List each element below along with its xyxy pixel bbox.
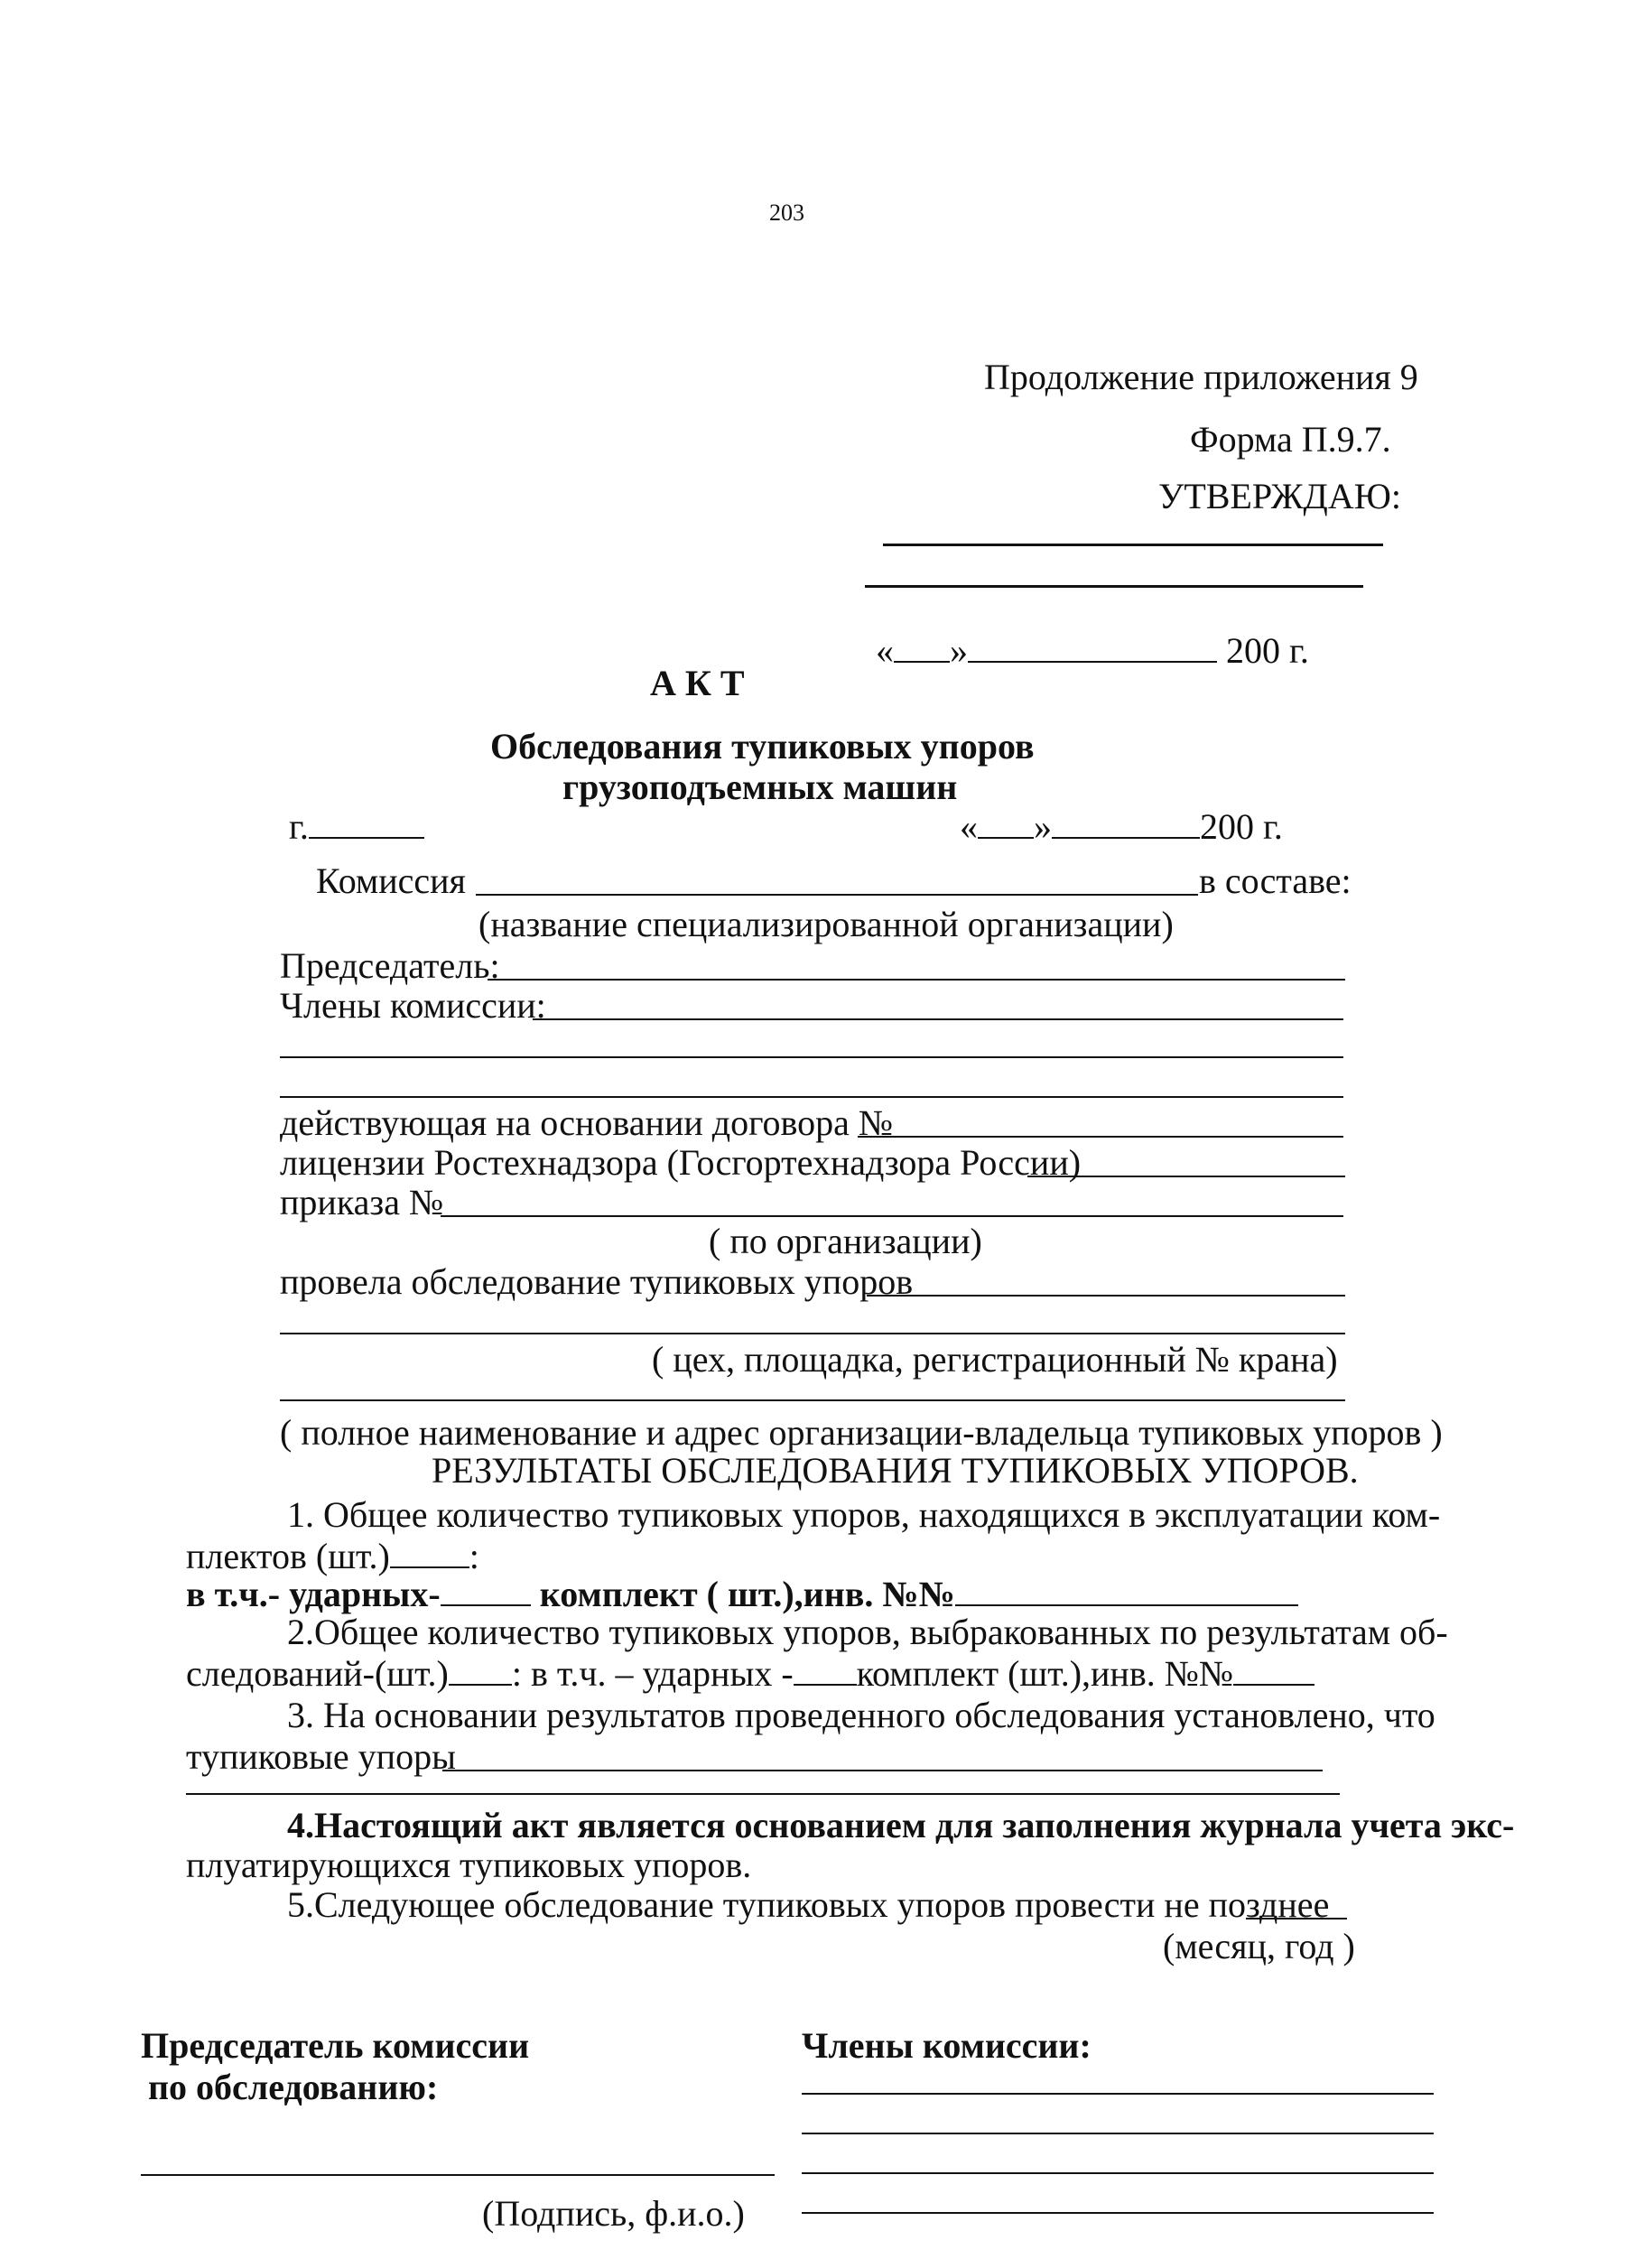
item-1-line-1: 1. Общее количество тупиковых упоров, находящихся в эксплуатации ком- [287, 1494, 1441, 1535]
survey-label: провела обследование тупиковых упоров [280, 1261, 914, 1302]
approver-name-line [865, 585, 1363, 588]
page-number: 203 [769, 200, 804, 226]
members-signature-label: Члены комиссии: [802, 2025, 1092, 2066]
item-4-line-1: 4.Настоящий акт является основанием для заполнения журнала учета экс- [287, 1805, 1515, 1845]
order-caption: ( по организации) [709, 1221, 982, 1261]
item-2-line-1: 2.Общее количество тупиковых упоров, выбракованных по результатам об- [287, 1612, 1448, 1652]
order-label: приказа № [280, 1182, 444, 1222]
approve-date: « » 200 г. [876, 630, 1309, 671]
approve-label: УТВЕРЖДАЮ: [1158, 476, 1401, 516]
item-3-line-extra [186, 1793, 1340, 1795]
city-field: г. [289, 809, 424, 845]
member-signature-line-1 [802, 2093, 1434, 2095]
members-line-2 [280, 1056, 1343, 1058]
owner-line [280, 1399, 1345, 1401]
member-signature-line-2 [802, 2133, 1434, 2134]
members-line-1 [533, 1018, 1343, 1020]
chairman-signature-label-2: по обследованию: [148, 2067, 439, 2107]
item-5-line [1246, 1918, 1347, 1919]
license-label: лицензии Ростехнадзора (Госгортехнадзора России) [280, 1142, 1082, 1183]
license-line [1027, 1176, 1345, 1177]
item-3-line-2: тупиковые упоры [186, 1736, 456, 1777]
act-date: « » 200 г. [960, 806, 1283, 847]
chairman-label: Председатель: [280, 945, 500, 986]
commission-line [476, 894, 1198, 896]
act-title: А К Т [650, 663, 745, 703]
shop-caption: ( цех, площадка, регистрационный № крана) [652, 1339, 1338, 1380]
act-subtitle-1: Обследования тупиковых упоров [490, 726, 1035, 767]
chairman-line [488, 979, 1345, 981]
approver-line [883, 544, 1383, 546]
member-signature-line-4 [802, 2212, 1434, 2214]
chairman-signature-label-1: Председатель комиссии [141, 2025, 530, 2066]
item-1-line-2: плектов (шт.) : [186, 1536, 479, 1576]
survey-line [867, 1295, 1345, 1297]
item-3-line [442, 1770, 1323, 1771]
item-5-line-1: 5.Следующее обследование тупиковых упоров провести не позднее [287, 1884, 1330, 1925]
member-signature-line-3 [802, 2172, 1434, 2174]
org-caption: (название специализированной организации) [478, 904, 1174, 944]
in-composition-label: в составе: [1199, 860, 1352, 901]
members-line-3 [280, 1096, 1343, 1098]
owner-caption: ( полное наименование и адрес организации-владельца тупиковых упоров ) [280, 1412, 1443, 1453]
results-heading: РЕЗУЛЬТАТЫ ОБСЛЕДОВАНИЯ ТУПИКОВЫХ УПОРОВ. [432, 1450, 1359, 1491]
form-label: Форма П.9.7. [1190, 419, 1391, 460]
item-5-caption: (месяц, год ) [1163, 1926, 1355, 1966]
contract-label: действующая на основании договора № [280, 1102, 894, 1143]
appendix-label: Продолжение приложения 9 [984, 357, 1418, 397]
item-1-line-3: в т.ч.- ударных- комплект ( шт.),инв. №№ [186, 1576, 1298, 1613]
item-4-line-2: плуатирующихся тупиковых упоров. [186, 1845, 752, 1885]
item-3-line-1: 3. На основании результатов проведенного обследования установлено, что [287, 1695, 1435, 1735]
order-line [441, 1215, 1343, 1217]
act-subtitle-2: грузоподъемных машин [562, 767, 958, 807]
chairman-signature-line [141, 2174, 775, 2176]
commission-label: Комиссия [316, 860, 466, 901]
contract-line [858, 1136, 1343, 1138]
item-2-line-2: следований-(шт.) : в т.ч. – ударных - комплект (шт.),инв. №№ [186, 1656, 1315, 1692]
survey-line-2 [280, 1333, 1345, 1334]
members-label: Члены комиссии: [280, 985, 546, 1026]
signature-caption: (Подпись, ф.и.о.) [482, 2193, 745, 2234]
